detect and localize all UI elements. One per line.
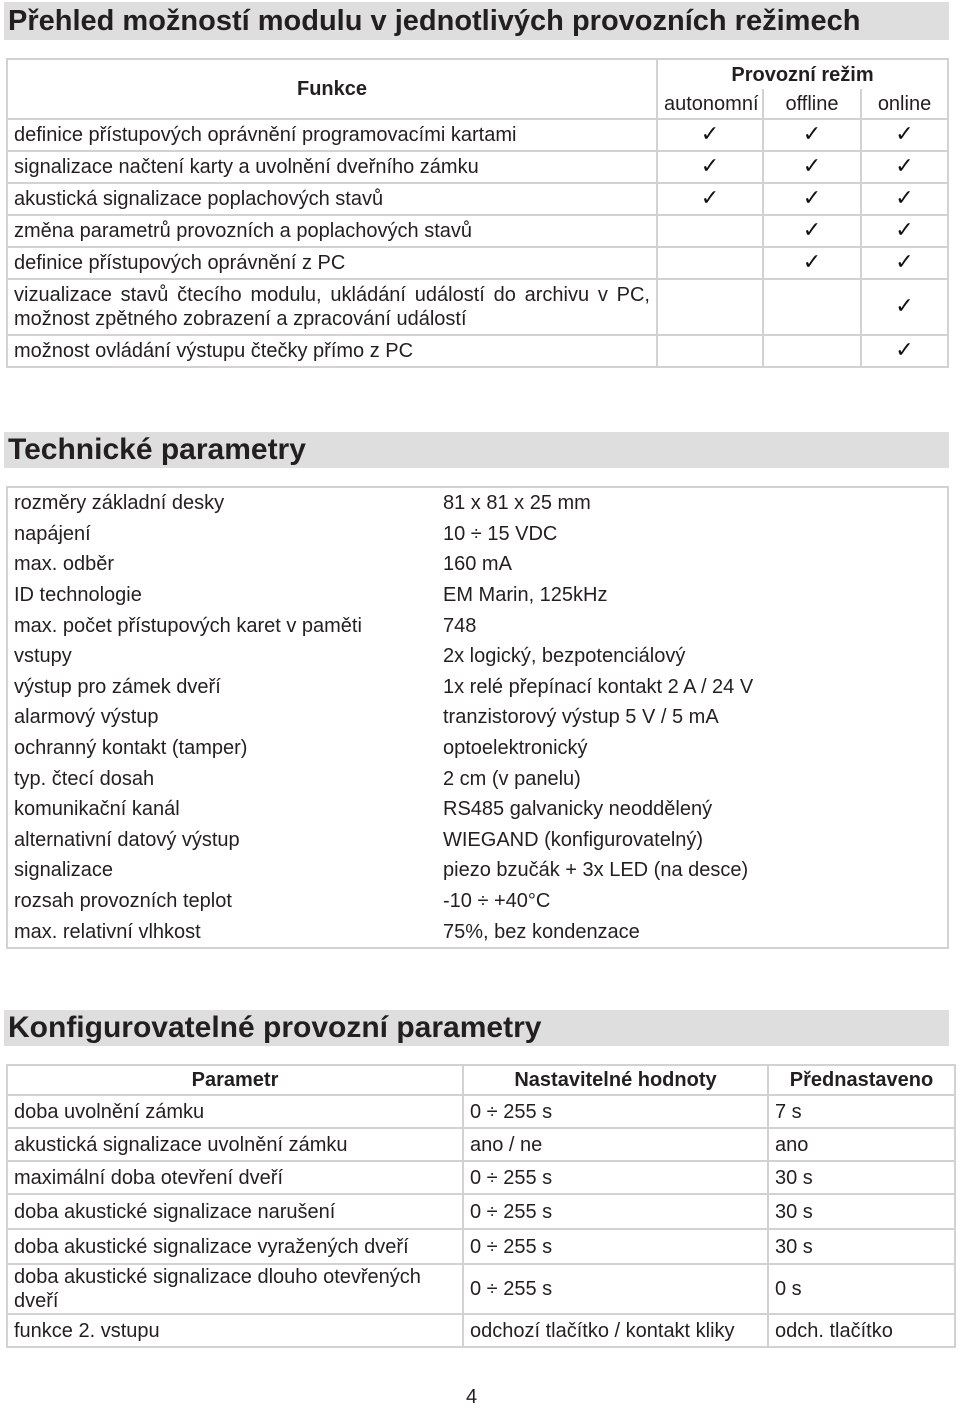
tech-row xyxy=(7,549,948,580)
tech-row-label: rozměry základní desky xyxy=(7,487,437,519)
config-row-param: doba akustické signalizace vyražených dveří xyxy=(7,1229,463,1264)
config-row xyxy=(7,1264,955,1314)
config-row-param: akustická signalizace uvolnění zámku xyxy=(7,1128,463,1161)
modes-row-label: možnost ovládání výstupu čtečky přímo z PC xyxy=(7,335,657,367)
tech-row-value: RS485 galvanicky neoddělený xyxy=(437,794,948,825)
modes-row xyxy=(7,119,948,151)
tech-row-value: optoelektronický xyxy=(437,733,948,764)
check-icon: ✓ xyxy=(657,151,763,183)
empty-cell xyxy=(657,335,763,367)
modes-row-label: změna parametrů provozních a poplachových stavů xyxy=(7,215,657,247)
tech-row-label: ochranný kontakt (tamper) xyxy=(7,733,437,764)
tech-row-value: tranzistorový výstup 5 V / 5 mA xyxy=(437,702,948,733)
config-header-range: Nastavitelné hodnoty xyxy=(463,1065,768,1095)
modes-row xyxy=(7,183,948,215)
modes-header-mode: Provozní režim xyxy=(657,59,948,89)
check-icon: ✓ xyxy=(763,151,861,183)
config-header-default: Přednastaveno xyxy=(768,1065,955,1095)
config-row-param: doba akustické signalizace dlouho otevřených dveří xyxy=(7,1264,463,1314)
tech-row xyxy=(7,794,948,825)
tech-row-label: alternativní datový výstup xyxy=(7,825,437,856)
empty-cell xyxy=(763,335,861,367)
config-row-range: 0 ÷ 255 s xyxy=(463,1229,768,1264)
modes-row xyxy=(7,247,948,279)
tech-row xyxy=(7,672,948,703)
modes-row-label: vizualizace stavů čtecího modulu, ukládání událostí do archivu v PC, možnost zpětného zobrazení a zpracování událostí xyxy=(7,279,657,335)
check-icon: ✓ xyxy=(861,279,948,335)
config-row-default: 0 s xyxy=(768,1264,955,1314)
tech-row xyxy=(7,580,948,611)
empty-cell xyxy=(657,215,763,247)
page-number: 4 xyxy=(466,1386,478,1408)
config-table xyxy=(6,1064,956,1348)
check-icon: ✓ xyxy=(861,335,948,367)
config-row xyxy=(7,1194,955,1229)
config-row-param: doba akustické signalizace narušení xyxy=(7,1194,463,1229)
check-icon: ✓ xyxy=(861,119,948,151)
config-row-range: 0 ÷ 255 s xyxy=(463,1194,768,1229)
tech-row-value: 10 ÷ 15 VDC xyxy=(437,519,948,550)
tech-row xyxy=(7,825,948,856)
tech-row-label: max. odběr xyxy=(7,549,437,580)
empty-cell xyxy=(657,247,763,279)
tech-row-label: max. relativní vlhkost xyxy=(7,916,437,948)
modes-row xyxy=(7,335,948,367)
config-row xyxy=(7,1095,955,1128)
tech-row xyxy=(7,733,948,764)
check-icon: ✓ xyxy=(861,215,948,247)
tech-row-label: alarmový výstup xyxy=(7,702,437,733)
tech-row xyxy=(7,641,948,672)
config-row-default: 7 s xyxy=(768,1095,955,1128)
tech-row-label: ID technologie xyxy=(7,580,437,611)
modes-title-band xyxy=(4,2,949,40)
tech-row-value: 748 xyxy=(437,610,948,641)
mode-label: online xyxy=(861,89,948,119)
config-header-param: Parametr xyxy=(7,1065,463,1095)
tech-row-value: 2 cm (v panelu) xyxy=(437,763,948,794)
tech-row-label: komunikační kanál xyxy=(7,794,437,825)
config-row xyxy=(7,1229,955,1264)
check-icon: ✓ xyxy=(861,183,948,215)
check-icon: ✓ xyxy=(763,183,861,215)
modes-section-title: Přehled možností modulu v jednotlivých provozních režimech xyxy=(8,5,861,37)
config-row-param: funkce 2. vstupu xyxy=(7,1314,463,1347)
config-row-range: ano / ne xyxy=(463,1128,768,1161)
tech-row xyxy=(7,487,948,519)
tech-row-label: výstup pro zámek dveří xyxy=(7,672,437,703)
config-row-param: doba uvolnění zámku xyxy=(7,1095,463,1128)
tech-row-label: signalizace xyxy=(7,855,437,886)
check-icon: ✓ xyxy=(861,247,948,279)
config-row-range: odchozí tlačítko / kontakt kliky xyxy=(463,1314,768,1347)
tech-row-value: piezo bzučák + 3x LED (na desce) xyxy=(437,855,948,886)
modes-row-label: definice přístupových oprávnění programovacími kartami xyxy=(7,119,657,151)
config-section-title: Konfigurovatelné provozní parametry xyxy=(8,1011,542,1044)
modes-row-label: definice přístupových oprávnění z PC xyxy=(7,247,657,279)
mode-label: offline xyxy=(763,89,861,119)
check-icon: ✓ xyxy=(657,119,763,151)
tech-row-value: 81 x 81 x 25 mm xyxy=(437,487,948,519)
modes-row xyxy=(7,215,948,247)
tech-row xyxy=(7,886,948,917)
config-row xyxy=(7,1128,955,1161)
config-row-default: odch. tlačítko xyxy=(768,1314,955,1347)
modes-row xyxy=(7,151,948,183)
empty-cell xyxy=(657,279,763,335)
check-icon: ✓ xyxy=(657,183,763,215)
tech-row xyxy=(7,702,948,733)
check-icon: ✓ xyxy=(763,119,861,151)
check-icon: ✓ xyxy=(763,247,861,279)
modes-table xyxy=(6,58,949,368)
config-row-default: 30 s xyxy=(768,1194,955,1229)
config-row xyxy=(7,1314,955,1347)
mode-label: autonomní xyxy=(657,89,763,119)
empty-cell xyxy=(763,279,861,335)
config-row-default: 30 s xyxy=(768,1229,955,1264)
tech-row-label: vstupy xyxy=(7,641,437,672)
check-icon: ✓ xyxy=(763,215,861,247)
modes-header-function: Funkce xyxy=(7,59,657,119)
check-icon: ✓ xyxy=(861,151,948,183)
tech-row-label: rozsah provozních teplot xyxy=(7,886,437,917)
tech-row-label: typ. čtecí dosah xyxy=(7,763,437,794)
tech-row-value: 75%, bez kondenzace xyxy=(437,916,948,948)
tech-table xyxy=(6,486,949,949)
tech-row xyxy=(7,763,948,794)
tech-row xyxy=(7,916,948,948)
modes-row xyxy=(7,279,948,335)
config-row-range: 0 ÷ 255 s xyxy=(463,1264,768,1314)
modes-row-label: signalizace načtení karty a uvolnění dveřního zámku xyxy=(7,151,657,183)
modes-row-label: akustická signalizace poplachových stavů xyxy=(7,183,657,215)
config-row-default: ano xyxy=(768,1128,955,1161)
tech-row-value: -10 ÷ +40°C xyxy=(437,886,948,917)
tech-row-value: 1x relé přepínací kontakt 2 A / 24 V xyxy=(437,672,948,703)
tech-row-value: 160 mA xyxy=(437,549,948,580)
tech-section-title: Technické parametry xyxy=(8,433,306,466)
config-row-range: 0 ÷ 255 s xyxy=(463,1095,768,1128)
config-row-default: 30 s xyxy=(768,1161,955,1194)
config-row xyxy=(7,1161,955,1194)
tech-row xyxy=(7,855,948,886)
tech-row-value: WIEGAND (konfigurovatelný) xyxy=(437,825,948,856)
config-title-band xyxy=(4,1010,949,1046)
tech-row-value: EM Marin, 125kHz xyxy=(437,580,948,611)
tech-row xyxy=(7,519,948,550)
tech-title-band xyxy=(4,432,949,468)
tech-row-label: napájení xyxy=(7,519,437,550)
config-row-range: 0 ÷ 255 s xyxy=(463,1161,768,1194)
tech-row-value: 2x logický, bezpotenciálový xyxy=(437,641,948,672)
tech-row xyxy=(7,610,948,641)
tech-row-label: max. počet přístupových karet v paměti xyxy=(7,610,437,641)
config-row-param: maximální doba otevření dveří xyxy=(7,1161,463,1194)
